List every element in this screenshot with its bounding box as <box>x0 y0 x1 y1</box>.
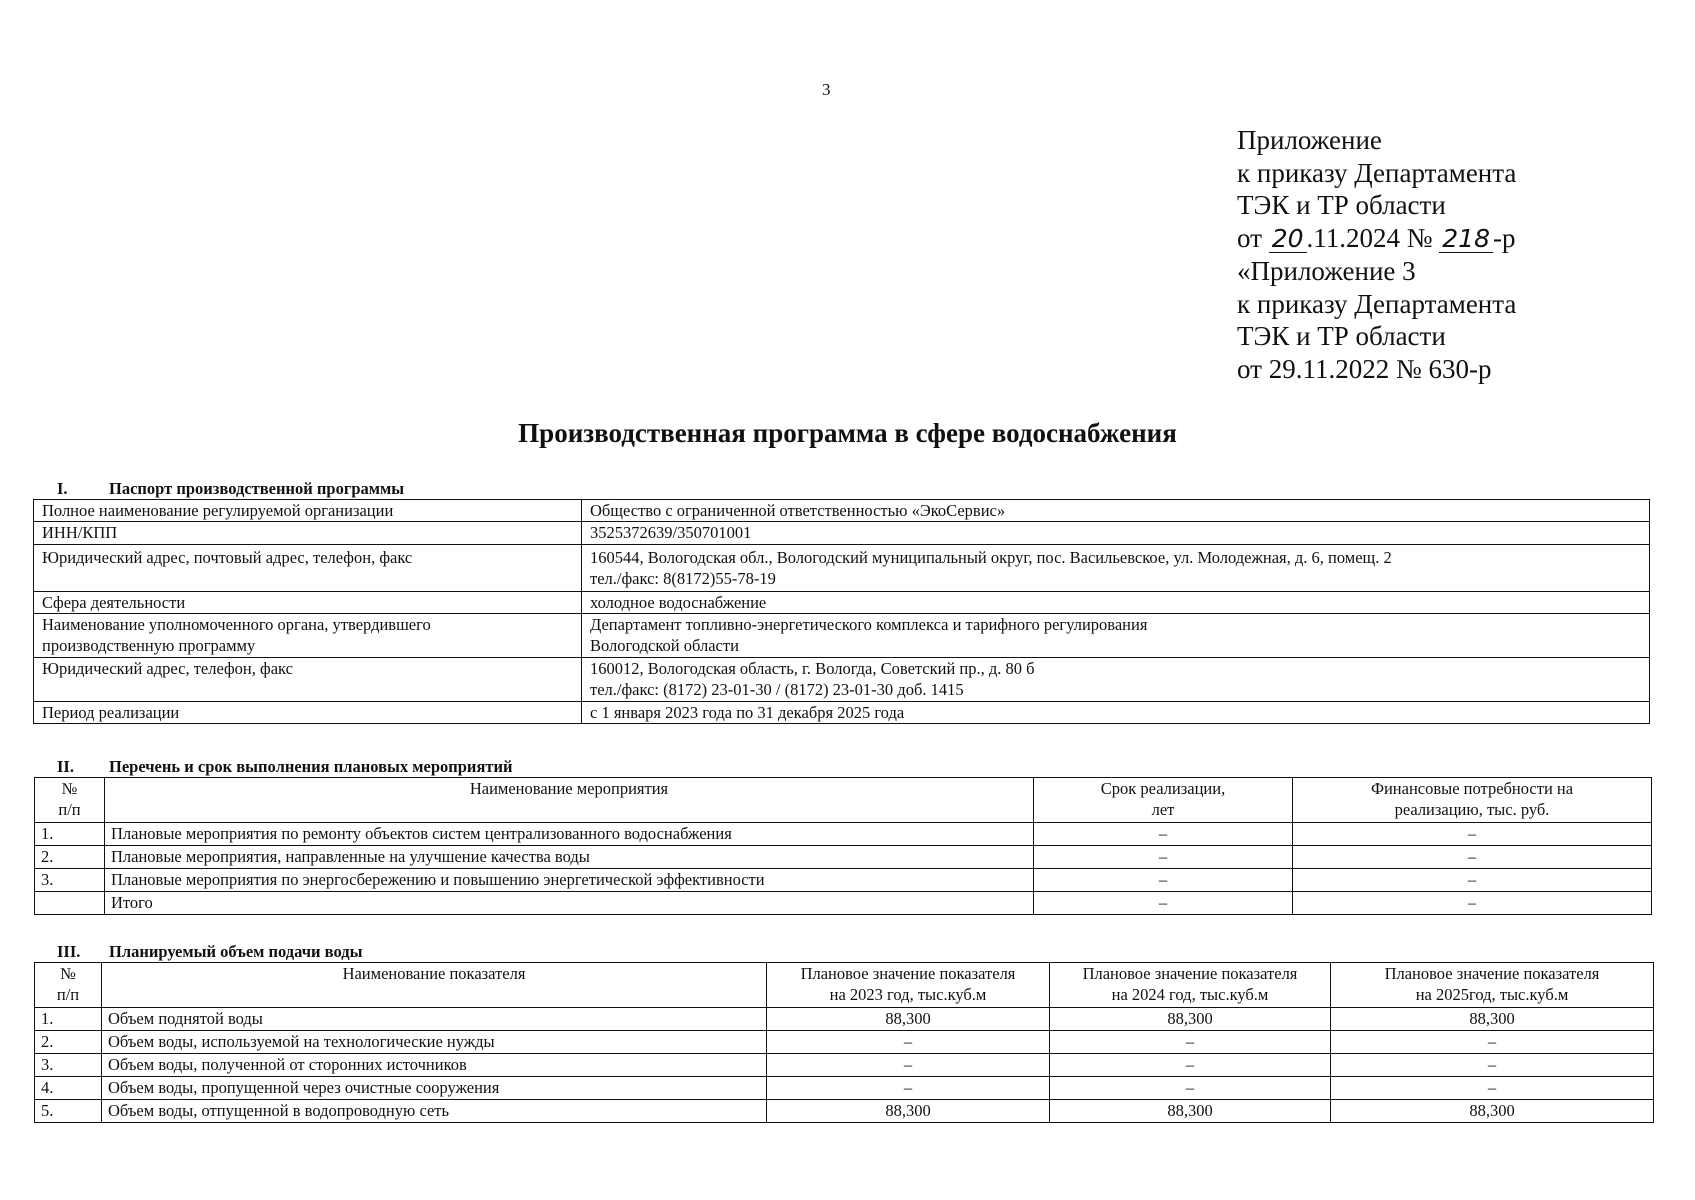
measure-name: Плановые мероприятия по энергосбережению и повышению энергетической эффективности <box>105 869 1034 892</box>
header-text: Финансовые потребности на <box>1370 779 1574 798</box>
header-text: лет <box>1151 800 1175 819</box>
passport-value-line: 160544, Вологодская обл., Вологодский муниципальный округ, пос. Васильевское, ул. Молодежная, д. 6, помещ. 2 <box>590 548 1392 567</box>
passport-value <box>582 545 1650 592</box>
measure-financing: – <box>1293 892 1652 915</box>
passport-label: ИНН/КПП <box>34 522 582 545</box>
table-row <box>35 1077 1654 1100</box>
measure-name: Итого <box>105 892 1034 915</box>
document-title: Производственная программа в сфере водоснабжения <box>518 418 1177 448</box>
section-3-heading <box>35 942 363 962</box>
value-2023: 88,300 <box>767 1100 1050 1123</box>
section-2-heading <box>35 757 513 777</box>
header-text: Плановое значение показателя <box>1082 964 1298 983</box>
indicator-name: Объем воды, полученной от сторонних источников <box>102 1054 767 1077</box>
value-2024: – <box>1050 1077 1331 1100</box>
table-header-row <box>35 963 1654 1008</box>
header-text: п/п <box>58 800 81 819</box>
measures-table <box>34 777 1652 915</box>
header-text: Срок реализации, <box>1100 779 1226 798</box>
appendix-header <box>1237 124 1516 386</box>
appendix-order-line <box>1237 222 1516 255</box>
header-cell <box>1293 778 1652 823</box>
passport-value-line: тел./факс: 8(8172)55-78-19 <box>590 569 776 588</box>
measure-term: – <box>1034 823 1293 846</box>
row-number: 4. <box>35 1077 102 1100</box>
table-row <box>35 1100 1654 1123</box>
indicator-name: Объем воды, отпущенной в водопроводную сеть <box>102 1100 767 1123</box>
row-number: 2. <box>35 846 105 869</box>
row-number: 5. <box>35 1100 102 1123</box>
appendix-line: Приложение <box>1237 125 1382 155</box>
passport-label: Полное наименование регулируемой организации <box>34 500 582 522</box>
table-row <box>34 614 1650 658</box>
measure-term: – <box>1034 846 1293 869</box>
passport-value-line: Департамент топливно-энергетического комплекса и тарифного регулирования <box>590 615 1148 634</box>
passport-label <box>34 614 582 658</box>
header-text: Плановое значение показателя <box>800 964 1016 983</box>
header-cell <box>35 778 105 823</box>
page-number: 3 <box>822 80 831 99</box>
row-number <box>35 892 105 915</box>
appendix-line: «Приложение 3 <box>1237 255 1416 286</box>
indicator-name: Объем воды, пропущенной через очистные сооружения <box>102 1077 767 1100</box>
passport-value-line: Вологодской области <box>590 636 739 655</box>
order-suffix: -р <box>1493 223 1516 254</box>
table-header-row <box>35 778 1652 823</box>
table-row <box>35 892 1652 915</box>
order-prefix: от <box>1237 223 1262 254</box>
passport-value-line: тел./факс: (8172) 23-01-30 / (8172) 23-01-30 доб. 1415 <box>590 680 964 699</box>
header-cell <box>1331 963 1654 1008</box>
header-cell: Наименование мероприятия <box>105 778 1034 823</box>
passport-value-line: 160012, Вологодская область, г. Вологда, Советский пр., д. 80 б <box>590 659 1035 678</box>
passport-value <box>582 658 1650 702</box>
passport-label: Период реализации <box>34 702 582 724</box>
measure-term: – <box>1034 892 1293 915</box>
header-cell <box>767 963 1050 1008</box>
table-row <box>35 1054 1654 1077</box>
row-number: 3. <box>35 869 105 892</box>
passport-label: Юридический адрес, почтовый адрес, телефон, факс <box>34 545 582 592</box>
passport-value: Общество с ограниченной ответственностью «ЭкоСервис» <box>582 500 1650 522</box>
value-2025: – <box>1331 1054 1654 1077</box>
passport-table <box>33 499 1650 724</box>
table-row <box>34 658 1650 702</box>
table-row <box>35 823 1652 846</box>
measure-term: – <box>1034 869 1293 892</box>
handwritten-day: 20 <box>1269 226 1307 253</box>
appendix-line: ТЭК и ТР области <box>1237 321 1446 352</box>
measure-financing: – <box>1293 869 1652 892</box>
passport-value: с 1 января 2023 года по 31 декабря 2025 года <box>582 702 1650 724</box>
measure-name: Плановые мероприятия, направленные на улучшение качества воды <box>105 846 1034 869</box>
table-row <box>35 1031 1654 1054</box>
indicator-name: Объем воды, используемой на технологические нужды <box>102 1031 767 1054</box>
value-2023: – <box>767 1077 1050 1100</box>
row-number: 3. <box>35 1054 102 1077</box>
measure-financing: – <box>1293 823 1652 846</box>
table-row <box>34 545 1650 592</box>
value-2025: – <box>1331 1077 1654 1100</box>
section-title: Паспорт производственной программы <box>109 479 405 498</box>
section-number: III. <box>57 942 81 961</box>
order-date: .11.2024 № <box>1306 223 1433 254</box>
passport-value: холодное водоснабжение <box>582 592 1650 614</box>
header-cell <box>1034 778 1293 823</box>
row-number: 2. <box>35 1031 102 1054</box>
appendix-line: к приказу Департамента <box>1237 157 1517 188</box>
passport-label: Сфера деятельности <box>34 592 582 614</box>
section-title: Перечень и срок выполнения плановых мероприятий <box>109 757 513 776</box>
value-2023: 88,300 <box>767 1008 1050 1031</box>
appendix-line: к приказу Департамента <box>1237 288 1517 319</box>
row-number: 1. <box>35 1008 102 1031</box>
appendix-line: ТЭК и ТР области <box>1237 190 1446 221</box>
section-1-heading <box>35 479 404 499</box>
passport-value: 3525372639/350701001 <box>582 522 1650 545</box>
header-text: № <box>60 964 76 983</box>
value-2024: 88,300 <box>1050 1008 1331 1031</box>
section-number: I. <box>57 479 68 498</box>
value-2025: 88,300 <box>1331 1100 1654 1123</box>
section-title: Планируемый объем подачи воды <box>109 942 363 961</box>
passport-label: Юридический адрес, телефон, факс <box>34 658 582 702</box>
table-row <box>34 522 1650 545</box>
measure-name: Плановые мероприятия по ремонту объектов систем централизованного водоснабжения <box>105 823 1034 846</box>
value-2024: – <box>1050 1031 1331 1054</box>
table-row <box>34 500 1650 522</box>
header-text: на 2025год, тыс.куб.м <box>1415 985 1569 1004</box>
header-cell <box>1050 963 1331 1008</box>
header-cell <box>35 963 102 1008</box>
section-number: II. <box>57 757 74 776</box>
passport-value <box>582 614 1650 658</box>
indicator-name: Объем поднятой воды <box>102 1008 767 1031</box>
appendix-line: от 29.11.2022 № 630-р <box>1237 353 1492 384</box>
passport-label-line: производственную программу <box>42 636 256 655</box>
table-row <box>35 846 1652 869</box>
header-text: реализацию, тыс. руб. <box>1394 800 1550 819</box>
handwritten-number: 218 <box>1439 226 1493 253</box>
value-2023: – <box>767 1031 1050 1054</box>
header-cell: Наименование показателя <box>102 963 767 1008</box>
header-text: на 2023 год, тыс.куб.м <box>829 985 987 1004</box>
table-row <box>35 869 1652 892</box>
measure-financing: – <box>1293 846 1652 869</box>
table-row <box>35 1008 1654 1031</box>
table-row <box>34 592 1650 614</box>
value-2025: 88,300 <box>1331 1008 1654 1031</box>
value-2025: – <box>1331 1031 1654 1054</box>
value-2023: – <box>767 1054 1050 1077</box>
row-number: 1. <box>35 823 105 846</box>
water-supply-table <box>34 962 1654 1123</box>
header-text: № <box>61 779 78 798</box>
passport-label-line: Наименование уполномоченного органа, утвердившего <box>42 615 431 634</box>
header-text: Плановое значение показателя <box>1384 964 1600 983</box>
value-2024: 88,300 <box>1050 1100 1331 1123</box>
value-2024: – <box>1050 1054 1331 1077</box>
header-text: на 2024 год, тыс.куб.м <box>1111 985 1269 1004</box>
table-row <box>34 702 1650 724</box>
header-text: п/п <box>56 985 80 1004</box>
